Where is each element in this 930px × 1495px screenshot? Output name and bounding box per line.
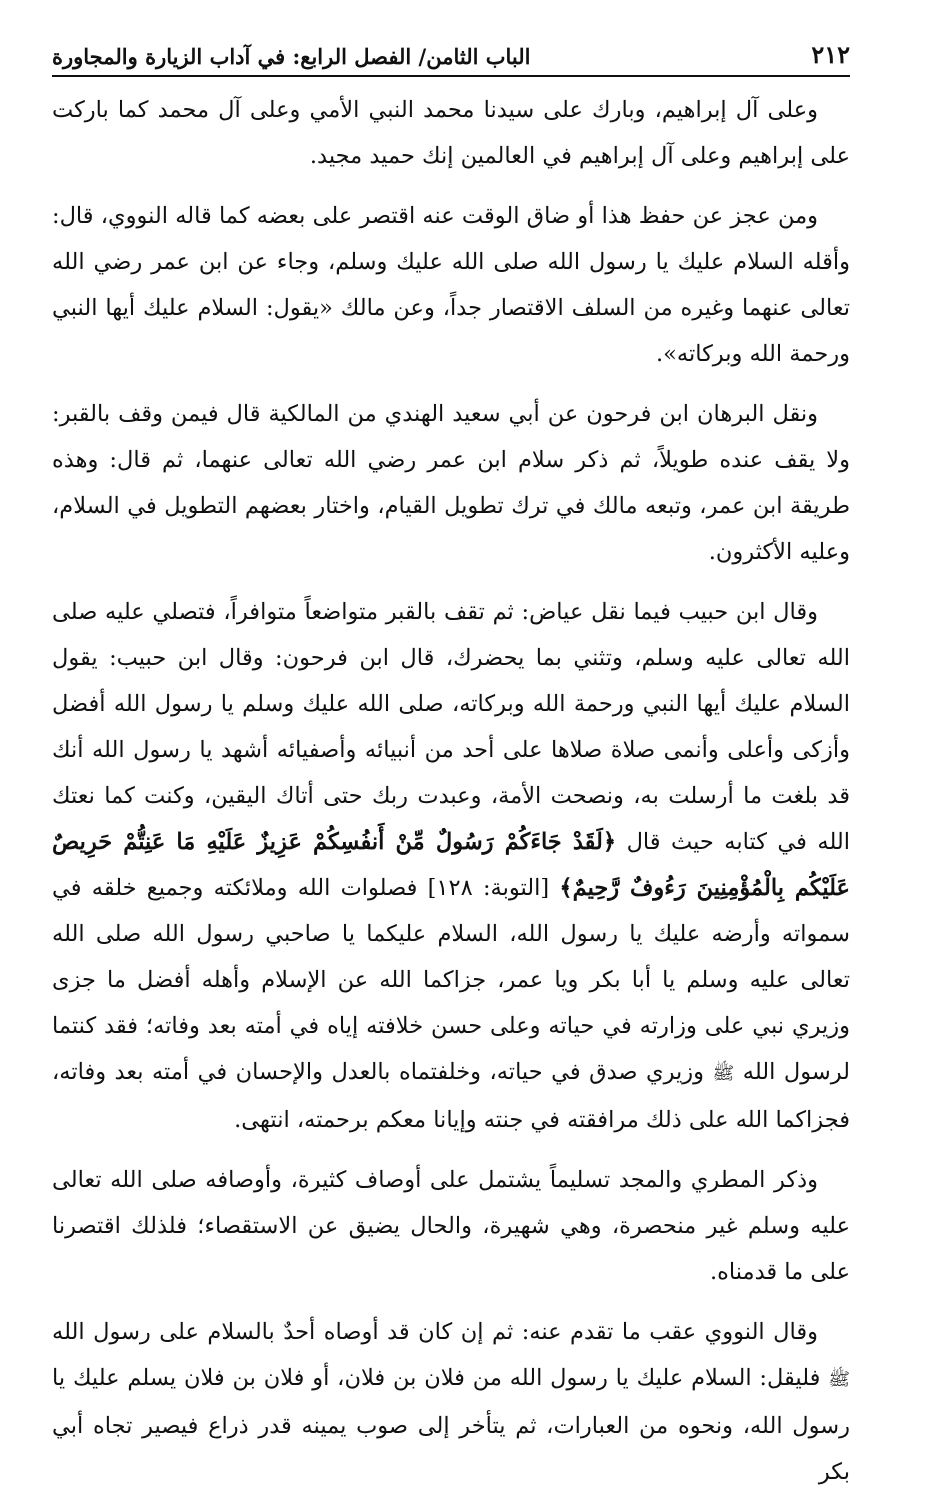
paragraph-2 [52,193,850,377]
running-title: الباب الثامن/ الفصل الرابع: في آداب الزيارة والمجاورة [52,44,531,69]
paragraph-text: وقال النووي عقب ما تقدم عنه: ثم إن كان قد أوصاه أحدٌ بالسلام على رسول الله [52,1319,818,1345]
paragraph-1 [52,87,850,179]
salawat-glyph: ﷺ [712,1063,735,1084]
verse-citation: [التوبة: ١٢٨] [417,875,560,901]
paragraph-text: وزيري صدق في حياته، وخلفتماه بالعدل والإحسان في أمته بعد وفاته، فجزاكما الله على ذلك مرافقته في جنته وإيانا معكم برحمته، انتهى. [52,1059,850,1133]
paragraph-3 [52,391,850,575]
paragraph-text: وقال ابن حبيب فيما نقل عياض: ثم تقف بالقبر متواضعاً متوافراً، فتصلي عليه صلى الله تعالى عليه وسلم، وتثني بما يحضرك، قال ابن فرحون: وقال ابن حبيب: يقول السلام عليك أيها النبي ورحمة الله وبركاته، صلى الله عليك وسلم يا رسول الله أفضل وأزكى وأعلى وأنمى صلاة صلاها على أحد من أنبيائه وأصفيائه أشهد يا رسول الله أنك قد بلغت ما أرسلت به، ونصحت الأمة، وعبدت ربك حتى أتاك اليقين، وكنت كما نعتك الله في كتابه حيث قال [52,599,850,855]
salawat-glyph: ﷺ [828,1369,850,1390]
paragraph-5 [52,1157,850,1295]
page-number: ٢١٢ [811,40,850,69]
paragraph-text: وعلى آل إبراهيم، وبارك على سيدنا محمد النبي الأمي وعلى آل محمد كما باركت على إبراهيم وعلى آل إبراهيم في العالمين إنك حميد مجيد. [52,97,850,169]
page-header [52,40,850,77]
quran-verse: ﴿لَقَدْ جَاءَكُمْ رَسُولٌ مِّنْ أَنفُسِكُمْ عَزِيزٌ عَلَيْهِ مَا عَنِتُّمْ حَرِيصٌ عَلَيْكُم بِالْمُؤْمِنِينَ رَءُوفٌ رَّحِيمٌ﴾ [52,829,850,901]
paragraph-4 [52,589,850,1143]
paragraph-text: فصلوات الله وملائكته وجميع خلقه في سمواته وأرضه عليك يا رسول الله، السلام عليكما يا صاحبي رسول الله صلى الله تعالى عليه وسلم يا أبا بكر ويا عمر، جزاكما الله عن الإسلام وأهله أفضل ما جزى وزيري نبي على وزارته في حياته وعلى حسن خلافته إياه في أمته بعد وفاته؛ فقد كنتما لرسول الله [52,875,850,1085]
paragraph-text: وذكر المطري والمجد تسليماً يشتمل على أوصاف كثيرة، وأوصافه صلى الله تعالى عليه وسلم غير منحصرة، وهي شهيرة، والحال يضيق عن الاستقصاء؛ فلذلك اقتصرنا على ما قدمناه. [52,1167,850,1285]
paragraph-text: فليقل: السلام عليك يا رسول الله من فلان بن فلان، أو فلان بن فلان يسلم عليك يا رسول الله، ونحوه من العبارات، ثم يتأخر إلى صوب يمينه قدر ذراع فيصير تجاه أبي بكر [52,1365,850,1485]
paragraph-text: ومن عجز عن حفظ هذا أو ضاق الوقت عنه اقتصر على بعضه كما قاله النووي، قال: وأقله السلام عليك يا رسول الله صلى الله عليك وسلم، وجاء عن ابن عمر رضي الله تعالى عنهما وغيره من السلف الاقتصار جداً، وعن مالك «يقول: السلام عليك أيها النبي ورحمة الله وبركاته». [52,203,850,367]
paragraph-text: ونقل البرهان ابن فرحون عن أبي سعيد الهندي من المالكية قال فيمن وقف بالقبر: ولا يقف عنده طويلاً، ثم ذكر سلام ابن عمر رضي الله تعالى عنهما، ثم قال: وهذه طريقة ابن عمر، وتبعه مالك في ترك تطويل القيام، واختار بعضهم التطويل في السلام، وعليه الأكثرون. [52,401,850,565]
page-body [52,87,850,1495]
paragraph-6 [52,1309,850,1495]
